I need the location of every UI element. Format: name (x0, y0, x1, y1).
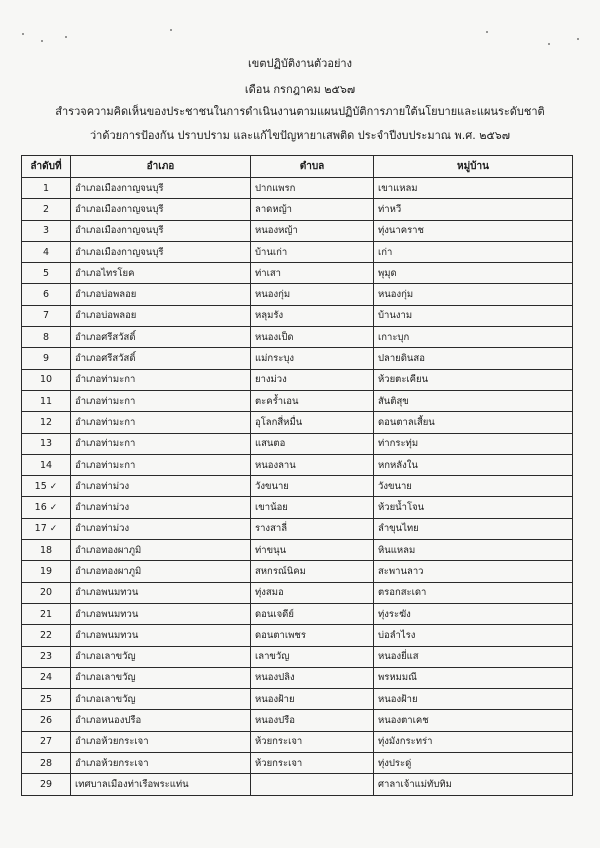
row-village-cell (374, 753, 573, 774)
table-row (22, 220, 573, 241)
row-order-cell (22, 476, 71, 497)
row-district: อำเภอท่าม่วง (75, 523, 130, 535)
row-village-cell (374, 497, 573, 518)
row-village-cell (374, 603, 573, 624)
row-village-cell (374, 348, 573, 369)
row-district-cell (71, 263, 251, 284)
row-subdistrict-cell (251, 305, 374, 326)
row-district-cell (71, 241, 251, 262)
row-subdistrict: รางสาลี่ (255, 523, 288, 535)
row-district: อำเภอบ่อพลอย (75, 289, 137, 301)
row-order-cell (22, 518, 71, 539)
table-row (22, 178, 573, 199)
row-district-cell (71, 476, 251, 497)
row-order-cell (22, 305, 71, 326)
row-district-cell (71, 646, 251, 667)
row-district-cell (71, 603, 251, 624)
row-order-cell (22, 178, 71, 199)
row-subdistrict-cell (251, 454, 374, 475)
row-subdistrict-cell (251, 625, 374, 646)
table-row (22, 582, 573, 603)
row-village: ดอนตาลเสี้ยน (378, 416, 435, 428)
row-district: อำเภอไทรโยค (75, 267, 135, 279)
row-subdistrict-cell (251, 476, 374, 497)
row-subdistrict-cell (251, 369, 374, 390)
row-district: อำเภอท่ามะกา (75, 416, 136, 428)
row-district: อำเภอเมืองกาญจนบุรี (75, 182, 164, 194)
column-header-district: อำเภอ (71, 156, 251, 178)
row-district: เทศบาลเมืองท่าเรือพระแท่น (75, 778, 189, 790)
row-subdistrict: หนองเป็ด (255, 331, 294, 343)
row-district-cell (71, 731, 251, 752)
table-row (22, 327, 573, 348)
row-order: 6 (42, 289, 50, 301)
table-row (22, 561, 573, 582)
row-district-cell (71, 369, 251, 390)
row-subdistrict: หนองหญ้า (255, 225, 298, 237)
row-village-cell (374, 305, 573, 326)
row-district-cell (71, 753, 251, 774)
row-order: 4 (42, 246, 50, 258)
table-row (22, 540, 573, 561)
row-village-cell (374, 390, 573, 411)
row-order: 20 (39, 587, 53, 599)
row-order: 5 (42, 267, 50, 279)
row-order-cell (22, 731, 71, 752)
table-row (22, 263, 573, 284)
row-order-cell (22, 241, 71, 262)
row-district-cell (71, 518, 251, 539)
row-village: ลำขุนไทย (378, 523, 419, 535)
row-district: อำเภอท่ามะกา (75, 374, 136, 386)
row-district: อำเภอศรีสวัสดิ์ (75, 331, 136, 343)
row-subdistrict: ท่าขนุน (255, 544, 287, 556)
row-subdistrict-cell (251, 540, 374, 561)
row-village-cell (374, 625, 573, 646)
row-order-cell (22, 390, 71, 411)
row-order-cell (22, 689, 71, 710)
row-district-cell (71, 327, 251, 348)
row-district: อำเภอเลาขวัญ (75, 693, 136, 705)
row-subdistrict-cell (251, 689, 374, 710)
row-order-cell (22, 561, 71, 582)
row-district: อำเภอพนมทวน (75, 629, 139, 641)
table-row (22, 646, 573, 667)
table-row (22, 305, 573, 326)
row-village-cell (374, 476, 573, 497)
row-village-cell (374, 241, 573, 262)
checkmark-icon: ✓ (49, 481, 58, 492)
row-village: หกหลังใน (378, 459, 418, 471)
row-order: 25 (39, 693, 53, 705)
row-district-cell (71, 625, 251, 646)
row-subdistrict: แสนตอ (255, 438, 286, 450)
row-subdistrict-cell (251, 390, 374, 411)
row-order: 7 (42, 310, 50, 322)
row-village-cell (374, 327, 573, 348)
row-village-cell (374, 667, 573, 688)
row-order: 10 (39, 374, 53, 386)
row-subdistrict: วังขนาย (255, 480, 289, 492)
row-district: อำเภอท่ามะกา (75, 438, 136, 450)
row-village-cell (374, 561, 573, 582)
doc-month: เดือน กรกฎาคม ๒๕๖๗ (244, 83, 356, 96)
row-district: อำเภอทองผาภูมิ (75, 565, 142, 577)
table-row (22, 199, 573, 220)
row-subdistrict: ยางม่วง (255, 374, 287, 386)
row-district: อำเภอท่ามะกา (75, 459, 136, 471)
table-row (22, 753, 573, 774)
row-village: ปลายดินสอ (378, 353, 425, 365)
row-district: อำเภอเมืองกาญจนบุรี (75, 225, 164, 237)
row-subdistrict-cell (251, 753, 374, 774)
row-order: 22 (39, 629, 53, 641)
row-village-cell (374, 689, 573, 710)
row-order: 27 (39, 736, 53, 748)
row-village-cell (374, 369, 573, 390)
table-row (22, 710, 573, 731)
table-row (22, 774, 573, 795)
row-order-cell (22, 412, 71, 433)
table-row (22, 518, 573, 539)
row-district: อำเภอเมืองกาญจนบุรี (75, 246, 164, 258)
table-row (22, 412, 573, 433)
row-district-cell (71, 582, 251, 603)
row-order: 1 (42, 182, 50, 194)
row-district-cell (71, 433, 251, 454)
table-row (22, 369, 573, 390)
row-order-cell (22, 603, 71, 624)
table-row (22, 476, 573, 497)
row-order-cell (22, 263, 71, 284)
table-row (22, 390, 573, 411)
row-village-cell (374, 433, 573, 454)
row-village: ทุ่งระฆัง (378, 608, 411, 620)
row-order-cell (22, 625, 71, 646)
table-row (22, 348, 573, 369)
row-village: หนองตาเคช (378, 715, 429, 727)
row-order-cell (22, 497, 71, 518)
row-village-cell (374, 710, 573, 731)
row-subdistrict: ท่าเสา (255, 267, 281, 279)
row-subdistrict-cell (251, 220, 374, 241)
row-village-cell (374, 454, 573, 475)
row-order-cell (22, 667, 71, 688)
row-order-cell (22, 753, 71, 774)
row-order: 2 (42, 203, 50, 215)
row-order: 11 (39, 395, 53, 407)
row-subdistrict-cell (251, 178, 374, 199)
row-village: พุมุด (378, 267, 397, 279)
row-order: 17 (34, 523, 47, 535)
row-order: 18 (39, 544, 53, 556)
row-village-cell (374, 220, 573, 241)
row-subdistrict-cell (251, 518, 374, 539)
row-village: หินแหลม (378, 544, 416, 556)
row-subdistrict: แม่กระบุง (255, 353, 295, 365)
row-order-cell (22, 348, 71, 369)
row-subdistrict-cell (251, 582, 374, 603)
row-village: วังขนาย (378, 480, 412, 492)
table-row (22, 689, 573, 710)
row-district-cell (71, 305, 251, 326)
row-district: อำเภอท่ามะกา (75, 395, 136, 407)
row-subdistrict: ดอนตาเพชร (255, 629, 306, 641)
row-village: สะพานลาว (378, 565, 424, 577)
table-row (22, 284, 573, 305)
row-district: อำเภอห้วยกระเจา (75, 736, 149, 748)
row-village-cell (374, 199, 573, 220)
row-village: เก่า (378, 246, 393, 258)
row-village-cell (374, 774, 573, 795)
row-order: 28 (39, 757, 53, 769)
row-district-cell (71, 497, 251, 518)
row-order-cell (22, 433, 71, 454)
row-subdistrict: หนองปรือ (255, 715, 295, 727)
row-village: ทุ่งประดู่ (378, 757, 412, 769)
table-body (22, 178, 573, 796)
table-row (22, 433, 573, 454)
row-subdistrict-cell (251, 433, 374, 454)
row-district: อำเภอพนมทวน (75, 587, 139, 599)
column-header-order: ลำดับที่ (22, 156, 71, 178)
row-district-cell (71, 561, 251, 582)
row-district-cell (71, 390, 251, 411)
row-village: บ้านงาม (378, 310, 413, 322)
row-order: 14 (39, 459, 53, 471)
row-village-cell (374, 582, 573, 603)
table-row (22, 731, 573, 752)
row-order-cell (22, 582, 71, 603)
row-village: ทุ่งมังกระทร่า (378, 736, 433, 748)
column-header-village: หมู่บ้าน (374, 156, 573, 178)
row-subdistrict-cell (251, 412, 374, 433)
row-subdistrict: หนองปลิง (255, 672, 295, 684)
row-district-cell (71, 710, 251, 731)
row-village: ท่าหวี (378, 203, 402, 215)
row-order: 8 (42, 331, 50, 343)
row-village-cell (374, 284, 573, 305)
row-subdistrict: อุโลกสี่หมื่น (255, 416, 303, 428)
table-row (22, 667, 573, 688)
row-village-cell (374, 540, 573, 561)
row-order: 23 (39, 651, 53, 663)
table-row (22, 241, 573, 262)
row-order-cell (22, 454, 71, 475)
row-district: อำเภอเลาขวัญ (75, 672, 136, 684)
row-district-cell (71, 284, 251, 305)
row-district-cell (71, 348, 251, 369)
row-subdistrict: ลาดหญ้า (255, 203, 293, 215)
row-subdistrict-cell (251, 774, 374, 795)
row-village-cell (374, 731, 573, 752)
row-village-cell (374, 263, 573, 284)
row-subdistrict-cell (251, 603, 374, 624)
row-order-cell (22, 646, 71, 667)
row-order: 15 (34, 480, 47, 492)
row-district-cell (71, 454, 251, 475)
row-subdistrict: หลุมรัง (255, 310, 284, 322)
row-district-cell (71, 220, 251, 241)
village-table (21, 155, 573, 796)
row-district: อำเภอเลาขวัญ (75, 651, 136, 663)
row-subdistrict: หนองลาน (255, 459, 296, 471)
row-village-cell (374, 646, 573, 667)
table-header-row (22, 156, 573, 178)
row-village: บ่อลำไรง (378, 629, 416, 641)
row-district: อำเภอบ่อพลอย (75, 310, 137, 322)
row-village: ศาลาเจ้าแม่ทับทิม (378, 778, 452, 790)
row-order: 21 (39, 608, 53, 620)
row-district: อำเภอพนมทวน (75, 608, 139, 620)
row-order: 13 (39, 438, 53, 450)
row-subdistrict-cell (251, 731, 374, 752)
row-subdistrict: ปากแพรก (255, 182, 296, 194)
row-district-cell (71, 199, 251, 220)
row-subdistrict: หนองฝ้าย (255, 693, 295, 705)
row-order-cell (22, 710, 71, 731)
row-order: 9 (42, 353, 50, 365)
row-subdistrict-cell (251, 284, 374, 305)
row-order-cell (22, 199, 71, 220)
table-row (22, 454, 573, 475)
row-order: 3 (42, 225, 50, 237)
row-subdistrict-cell (251, 497, 374, 518)
row-subdistrict-cell (251, 561, 374, 582)
doc-subject-line-2: ว่าด้วยการป้องกัน ปราบปราม และแก้ไขปัญหายาเสพติด ประจำปีงบประมาณ พ.ศ. ๒๕๖๗ (89, 129, 511, 142)
row-district-cell (71, 178, 251, 199)
row-order-cell (22, 284, 71, 305)
row-district-cell (71, 774, 251, 795)
row-order-cell (22, 327, 71, 348)
row-village: พรหมมณี (378, 672, 417, 684)
row-order: 12 (39, 416, 53, 428)
row-subdistrict: ตะคร้ำเอน (255, 395, 299, 407)
row-village: ทุ่งนาคราช (378, 225, 424, 237)
row-village: ห้วยตะเคียน (378, 374, 429, 386)
row-subdistrict: เลาขวัญ (255, 651, 290, 663)
row-subdistrict-cell (251, 199, 374, 220)
row-order: 29 (39, 778, 53, 790)
column-header-subdistrict: ตำบล (251, 156, 374, 178)
row-order-cell (22, 369, 71, 390)
row-subdistrict-cell (251, 263, 374, 284)
row-order: 24 (39, 672, 53, 684)
row-subdistrict-cell (251, 241, 374, 262)
row-subdistrict: เขาน้อย (255, 502, 288, 514)
row-village: หนองกุ่ม (378, 289, 414, 301)
row-subdistrict: ห้วยกระเจา (255, 736, 303, 748)
row-order: 16 (34, 502, 47, 514)
row-subdistrict-cell (251, 710, 374, 731)
checkmark-icon: ✓ (49, 524, 58, 535)
row-village: เขาแหลม (378, 182, 418, 194)
row-subdistrict-cell (251, 667, 374, 688)
row-village-cell (374, 518, 573, 539)
row-order-cell (22, 220, 71, 241)
doc-title: เขตปฏิบัติงานตัวอย่าง (248, 57, 352, 70)
row-village: ท่ากระทุ่ม (378, 438, 419, 450)
row-district: อำเภอท่าม่วง (75, 502, 130, 514)
row-subdistrict: สหกรณ์นิคม (255, 565, 306, 577)
row-subdistrict: ดอนเจดีย์ (255, 608, 294, 620)
row-district-cell (71, 689, 251, 710)
table-row (22, 625, 573, 646)
row-district: อำเภอห้วยกระเจา (75, 757, 149, 769)
row-order-cell (22, 540, 71, 561)
row-district: อำเภอศรีสวัสดิ์ (75, 353, 136, 365)
row-village: สันติสุข (378, 395, 409, 407)
row-subdistrict: หนองกุ่ม (255, 289, 291, 301)
doc-subject-line-1: สำรวจความคิดเห็นของประชาชนในการดำเนินงานตามแผนปฏิบัติการภายใต้นโยบายและแผนระดับชาติ (55, 105, 545, 118)
row-village: ตรอกสะเดา (378, 587, 427, 599)
row-district: อำเภอท่าม่วง (75, 480, 130, 492)
row-order: 19 (39, 565, 53, 577)
row-order-cell (22, 774, 71, 795)
checkmark-icon: ✓ (49, 503, 58, 514)
row-subdistrict-cell (251, 348, 374, 369)
row-district: อำเภอหนองปรือ (75, 715, 142, 727)
row-village: ห้วยน้ำโจน (378, 502, 425, 514)
row-order: 26 (39, 715, 53, 727)
row-district: อำเภอเมืองกาญจนบุรี (75, 203, 164, 215)
row-district-cell (71, 540, 251, 561)
row-village-cell (374, 412, 573, 433)
row-subdistrict: ห้วยกระเจา (255, 757, 303, 769)
row-subdistrict: ทุ่งสมอ (255, 587, 284, 599)
row-village-cell (374, 178, 573, 199)
table-row (22, 603, 573, 624)
row-subdistrict-cell (251, 327, 374, 348)
row-district-cell (71, 667, 251, 688)
row-village: เกาะบุก (378, 331, 410, 343)
row-subdistrict-cell (251, 646, 374, 667)
row-district: อำเภอทองผาภูมิ (75, 544, 142, 556)
row-subdistrict: บ้านเก่า (255, 246, 288, 258)
row-village: หนองฝ้าย (378, 693, 418, 705)
row-village: หนองยี่แส (378, 651, 419, 663)
table-row (22, 497, 573, 518)
row-district-cell (71, 412, 251, 433)
